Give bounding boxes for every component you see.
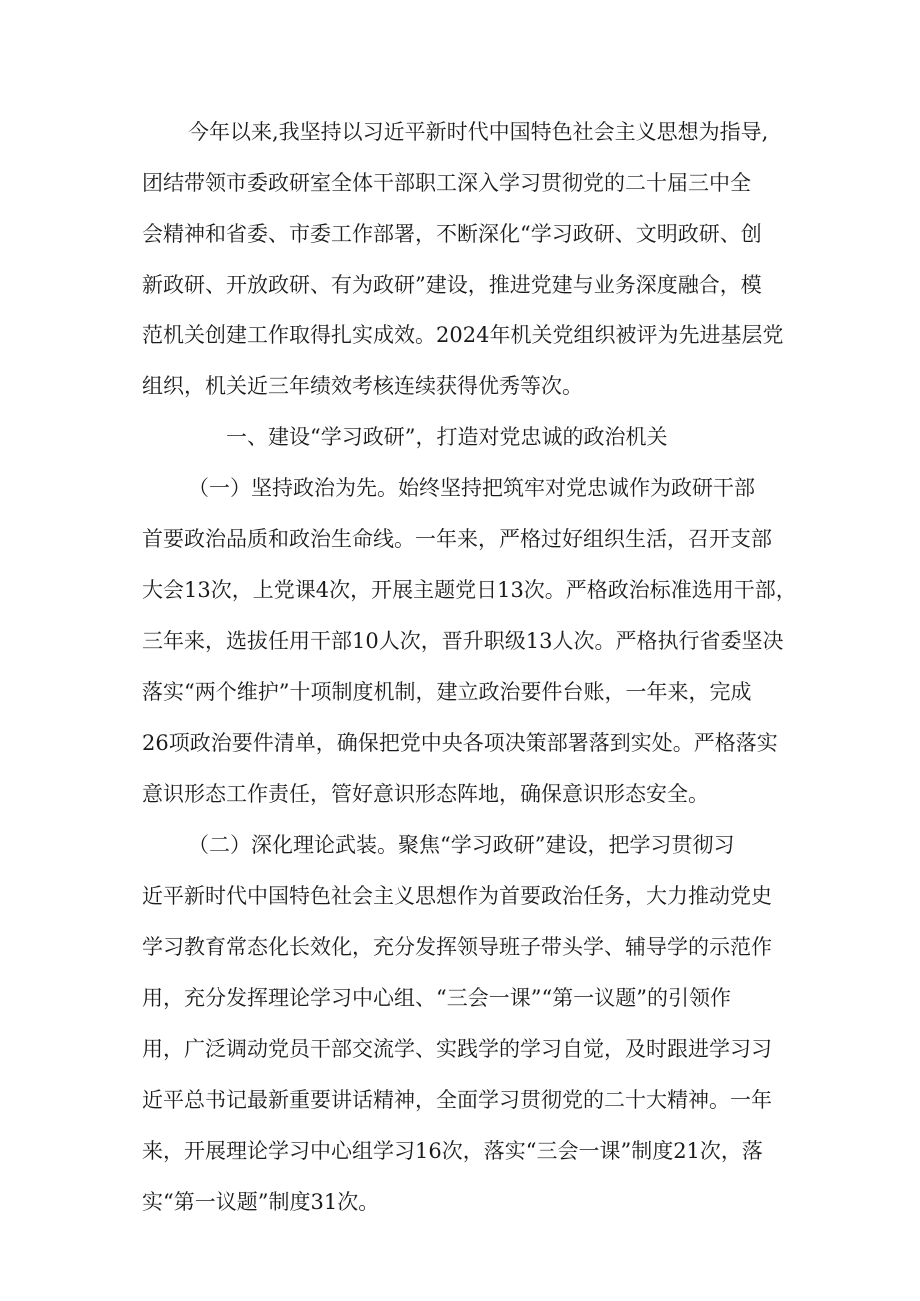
text-line: 会精神和省委、市委工作部署，不断深化“学习政研、文明政研、创 [142,222,762,246]
text-line: 学习教育常态化长效化，充分发挥领导班子带头学、辅导学的示范作 [142,935,772,959]
text-line: 近平新时代中国特色社会主义思想作为首要政治任务，大力推动党史 [142,884,772,908]
text-line: 近平总书记最新重要讲话精神，全面学习贯彻党的二十大精神。一年 [142,1088,772,1112]
text-line: 意识形态工作责任，管好意识形态阵地，确保意识形态安全。 [142,782,709,806]
text-line: 用，充分发挥理论学习中心组、“三会一课”“第一议题”的引领作 [142,986,731,1010]
text-line: （一）坚持政治为先。始终坚持把筑牢对党忠诚作为政研干部 [188,476,755,500]
text-line: 首要政治品质和政治生命线。一年来，严格过好组织生活，召开支部 [142,527,772,551]
text-line: 范机关创建工作取得扎实成效。2024年机关党组织被评为先进基层党 [142,323,784,347]
heading-line: 一、建设“学习政研”，打造对党忠诚的政治机关 [226,425,668,449]
text-line: 组织，机关近三年绩效考核连续获得优秀等次。 [142,374,583,398]
text-line: 26项政治要件清单，确保把党中央各项决策部署落到实处。严格落实 [142,731,778,755]
text-line: 三年来，选拔任用干部10人次，晋升职级13人次。严格执行省委坚决 [142,629,784,653]
text-line: 今年以来,我坚持以习近平新时代中国特色社会主义思想为指导, [188,120,769,144]
text-line: 实“第一议题”制度31次。 [142,1190,380,1214]
text-line: 新政研、开放政研、有为政研”建设，推进党建与业务深度融合，模 [142,273,762,297]
text-line: 来，开展理论学习中心组学习16次，落实“三会一课”制度21次，落 [142,1139,763,1163]
text-line: 用，广泛调动党员干部交流学、实践学的学习自觉，及时跟进学习习 [142,1037,772,1061]
text-line: （二）深化理论武装。聚焦“学习政研”建设，把学习贯彻习 [188,833,735,857]
text-line: 落实“两个维护”十项制度机制，建立政治要件台账，一年来，完成 [142,680,752,704]
text-line: 团结带领市委政研室全体干部职工深入学习贯彻党的二十届三中全 [142,171,751,195]
text-line: 大会13次，上党课4次，开展主题党日13次。严格政治标准选用干部， [142,578,797,602]
